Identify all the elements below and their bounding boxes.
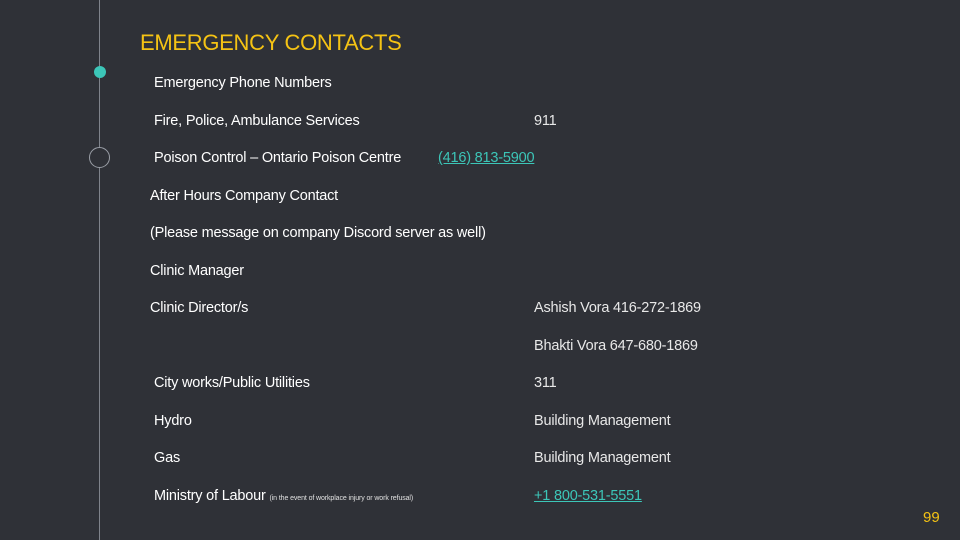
ministry-of-labour-row xyxy=(154,487,413,508)
city-works-number: 311 xyxy=(534,375,557,391)
gas-contact: Building Management xyxy=(534,450,671,466)
after-hours-label: After Hours Company Contact xyxy=(150,188,339,204)
ministry-of-labour-label: Ministry of Labour xyxy=(154,488,266,504)
fire-police-ambulance-number: 911 xyxy=(534,113,557,129)
timeline-line xyxy=(99,0,100,540)
ministry-of-labour-note: (in the event of workplace injury or work refusal) xyxy=(269,495,414,502)
ministry-of-labour-phone-link[interactable]: +1 800-531-5551 xyxy=(534,488,642,504)
discord-note: (Please message on company Discord server as well) xyxy=(150,225,486,241)
timeline-dot-icon xyxy=(89,147,110,168)
city-works-label: City works/Public Utilities xyxy=(154,375,310,391)
clinic-director-contact-2: Bhakti Vora 647-680-1869 xyxy=(534,338,698,354)
timeline-dot-active-icon xyxy=(94,66,106,78)
hydro-label: Hydro xyxy=(154,413,192,429)
emergency-heading: Emergency Phone Numbers xyxy=(154,75,332,91)
clinic-director-label: Clinic Director/s xyxy=(150,300,249,316)
gas-label: Gas xyxy=(154,450,180,466)
clinic-director-contact-1: Ashish Vora 416-272-1869 xyxy=(534,300,701,316)
hydro-contact: Building Management xyxy=(534,413,671,429)
fire-police-ambulance-label: Fire, Police, Ambulance Services xyxy=(154,113,360,129)
poison-control-phone-link[interactable]: (416) 813-5900 xyxy=(438,150,535,166)
page-number: 99 xyxy=(923,509,940,526)
slide-title: EMERGENCY CONTACTS xyxy=(140,30,402,55)
poison-control-label: Poison Control – Ontario Poison Centre xyxy=(154,150,402,166)
clinic-manager-label: Clinic Manager xyxy=(150,263,244,279)
